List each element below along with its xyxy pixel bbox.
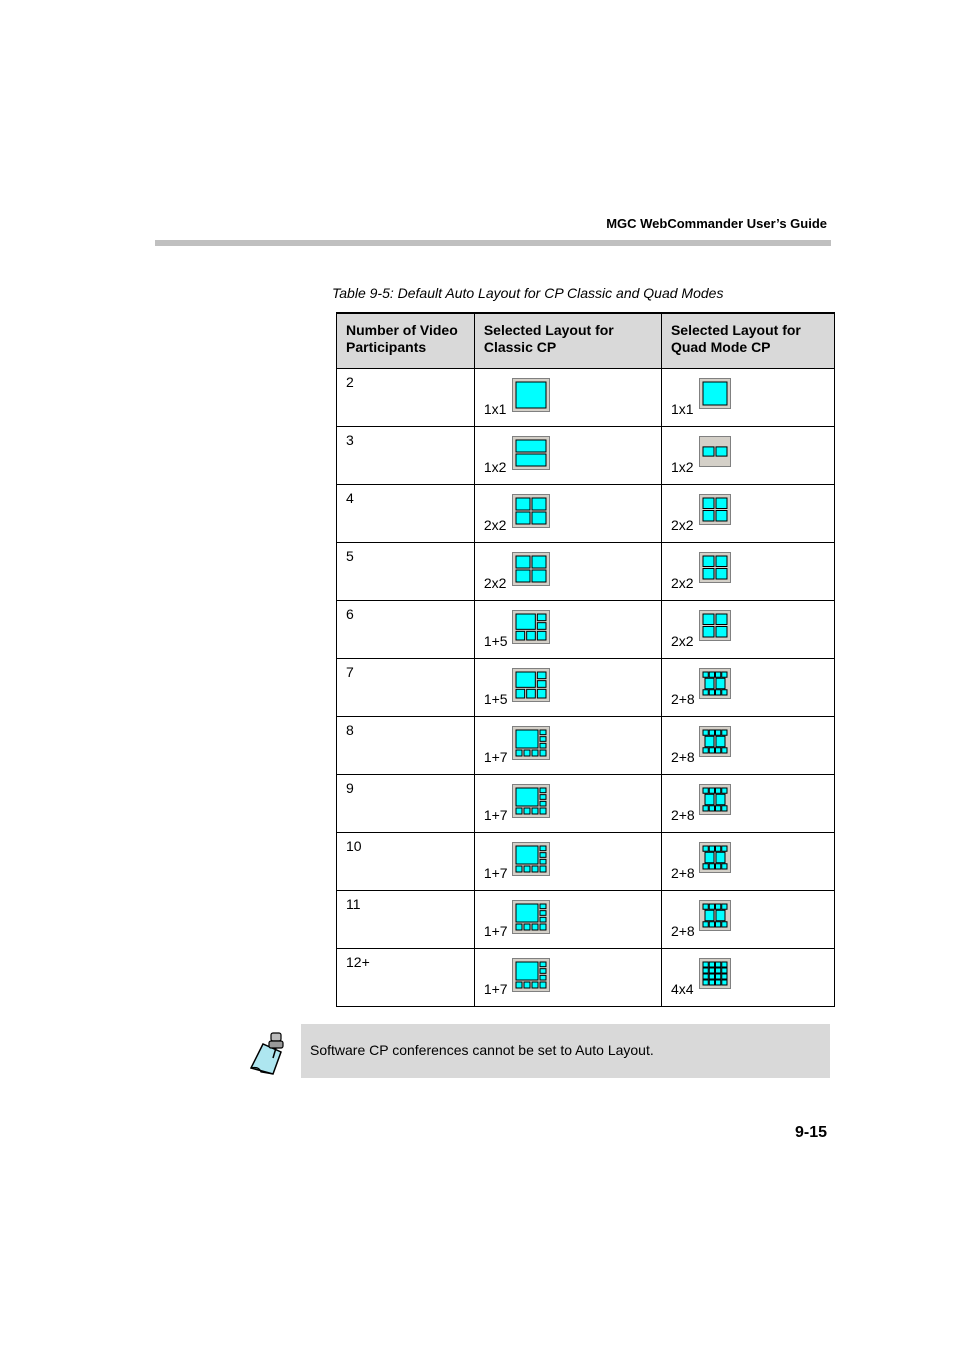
layout-tile xyxy=(516,454,546,466)
layout-tile xyxy=(516,614,535,629)
participants-cell xyxy=(337,949,475,1007)
quad-layout-cell xyxy=(661,717,834,775)
layout-graphic xyxy=(512,668,550,702)
classic-layout-cell xyxy=(474,485,661,543)
quad-layout-cell xyxy=(661,485,834,543)
layout-tile xyxy=(703,498,714,509)
layout-graphic xyxy=(512,610,550,644)
participants-count: 8 xyxy=(346,722,354,738)
quad-layout-label: 2+8 xyxy=(670,923,695,939)
layout-tile xyxy=(540,808,546,814)
layout-tile xyxy=(703,730,708,735)
participants-cell xyxy=(337,833,475,891)
participants-count: 5 xyxy=(346,548,354,564)
layout-tile xyxy=(532,924,538,930)
auto-layout-table xyxy=(336,312,835,1007)
layout-tile xyxy=(715,788,720,793)
participants-count: 7 xyxy=(346,664,354,680)
layout-tile xyxy=(709,864,714,869)
layout-2+8-icon xyxy=(699,726,731,757)
layout-tile xyxy=(703,864,708,869)
layout-tile xyxy=(709,748,714,753)
layout-2x2-icon xyxy=(699,610,731,641)
layout-tile xyxy=(532,498,546,510)
layout-graphic xyxy=(512,958,550,992)
classic-layout-cell xyxy=(474,949,661,1007)
classic-layout-cell xyxy=(474,891,661,949)
layout-1+7-icon xyxy=(512,842,550,876)
layout-tile xyxy=(722,730,727,735)
quad-layout-label: 4x4 xyxy=(670,981,694,997)
table-row xyxy=(337,543,835,601)
layout-tile xyxy=(540,904,546,909)
classic-layout-label: 1x1 xyxy=(483,401,507,417)
layout-graphic xyxy=(699,900,731,931)
layout-tile xyxy=(540,795,546,800)
layout-tile xyxy=(703,748,708,753)
layout-tile xyxy=(537,681,546,688)
layout-tile xyxy=(703,904,708,909)
layout-tile xyxy=(715,980,720,985)
layout-tile xyxy=(516,570,530,582)
layout-tile xyxy=(722,974,727,979)
layout-tile xyxy=(715,806,720,811)
quad-layout-label: 2+8 xyxy=(670,691,695,707)
layout-tile xyxy=(516,846,538,864)
layout-tile xyxy=(532,570,546,582)
layout-1+5-icon xyxy=(512,610,550,644)
classic-layout-cell xyxy=(474,717,661,775)
layout-tile xyxy=(705,852,714,863)
layout-tile xyxy=(716,736,725,747)
layout-tile xyxy=(722,748,727,753)
layout-tile xyxy=(532,750,538,756)
layout-tile xyxy=(703,382,727,405)
layout-tile xyxy=(524,924,530,930)
classic-layout-label: 1+7 xyxy=(483,807,508,823)
classic-layout-label: 2x2 xyxy=(483,517,507,533)
layout-tile xyxy=(537,689,546,698)
participants-cell xyxy=(337,543,475,601)
layout-4x4-icon xyxy=(699,958,731,989)
layout-1x1-icon xyxy=(512,378,550,412)
layout-tile xyxy=(709,806,714,811)
layout-tile xyxy=(537,672,546,679)
layout-graphic xyxy=(699,842,731,873)
layout-graphic xyxy=(512,494,550,528)
layout-graphic xyxy=(512,842,550,876)
table-row xyxy=(337,891,835,949)
layout-tile xyxy=(715,904,720,909)
layout-1+7-icon xyxy=(512,726,550,760)
quad-layout-label: 2x2 xyxy=(670,517,694,533)
layout-tile xyxy=(722,846,727,851)
layout-tile xyxy=(516,730,538,748)
layout-tile xyxy=(703,690,708,695)
layout-tile xyxy=(716,794,725,805)
layout-tile xyxy=(705,736,714,747)
layout-tile xyxy=(703,447,714,456)
layout-1x1-icon xyxy=(699,378,731,409)
layout-graphic xyxy=(699,958,731,989)
layout-tile xyxy=(516,689,525,698)
layout-graphic xyxy=(699,784,731,815)
layout-tile xyxy=(716,511,727,522)
table-row xyxy=(337,717,835,775)
quad-layout-label: 2+8 xyxy=(670,807,695,823)
layout-tile xyxy=(516,866,522,872)
participants-count: 11 xyxy=(346,896,361,912)
layout-tile xyxy=(709,962,714,967)
table-header-row xyxy=(337,313,835,369)
layout-tile xyxy=(537,623,546,630)
participants-cell xyxy=(337,601,475,659)
quad-layout-label: 1x2 xyxy=(670,459,694,475)
layout-tile xyxy=(722,806,727,811)
classic-layout-label: 1+7 xyxy=(483,923,508,939)
header-participants: Number of Video Participants xyxy=(337,313,475,369)
layout-graphic xyxy=(512,726,550,760)
classic-layout-cell xyxy=(474,659,661,717)
layout-tile xyxy=(540,982,546,988)
layout-tile xyxy=(709,980,714,985)
table-row xyxy=(337,427,835,485)
pushpin-note-icon xyxy=(245,1030,291,1076)
classic-layout-cell xyxy=(474,369,661,427)
layout-tile xyxy=(524,982,530,988)
layout-tile xyxy=(516,808,522,814)
participants-cell xyxy=(337,659,475,717)
layout-tile xyxy=(715,846,720,851)
note-text: Software CP conferences cannot be set to Auto Layout. xyxy=(310,1042,654,1058)
classic-layout-cell xyxy=(474,833,661,891)
table-row xyxy=(337,775,835,833)
table-row xyxy=(337,949,835,1007)
layout-tile xyxy=(516,556,530,568)
table-row xyxy=(337,369,835,427)
layout-tile xyxy=(722,962,727,967)
layout-tile xyxy=(716,910,725,921)
layout-tile xyxy=(516,498,530,510)
participants-cell xyxy=(337,485,475,543)
layout-tile xyxy=(703,922,708,927)
participants-cell xyxy=(337,717,475,775)
layout-tile xyxy=(540,750,546,756)
layout-tile xyxy=(537,614,546,621)
layout-tile xyxy=(540,962,546,967)
layout-tile xyxy=(716,678,725,689)
header-divider xyxy=(155,240,831,246)
layout-tile xyxy=(709,788,714,793)
layout-tile xyxy=(540,859,546,864)
table-row xyxy=(337,833,835,891)
classic-layout-cell xyxy=(474,543,661,601)
classic-layout-label: 1x2 xyxy=(483,459,507,475)
layout-graphic xyxy=(512,552,550,586)
layout-1+7-icon xyxy=(512,958,550,992)
layout-tile xyxy=(716,556,727,567)
layout-tile xyxy=(703,968,708,973)
layout-2+8-icon xyxy=(699,842,731,873)
layout-tile xyxy=(716,852,725,863)
layout-tile xyxy=(540,924,546,930)
classic-layout-cell xyxy=(474,601,661,659)
layout-tile xyxy=(703,962,708,967)
quad-layout-cell xyxy=(661,601,834,659)
quad-layout-cell xyxy=(661,427,834,485)
classic-layout-label: 1+5 xyxy=(483,633,508,649)
layout-2+8-icon xyxy=(699,900,731,931)
participants-count: 10 xyxy=(346,838,362,854)
layout-tile xyxy=(516,904,538,922)
layout-tile xyxy=(540,911,546,916)
layout-tile xyxy=(705,794,714,805)
layout-2+8-icon xyxy=(699,668,731,699)
layout-tile xyxy=(715,672,720,677)
layout-2x2-icon xyxy=(512,552,550,586)
layout-2x2-icon xyxy=(699,552,731,583)
layout-tile xyxy=(703,974,708,979)
layout-2+8-icon xyxy=(699,784,731,815)
layout-tile xyxy=(540,853,546,858)
layout-tile xyxy=(516,750,522,756)
layout-tile xyxy=(540,866,546,872)
layout-tile xyxy=(540,743,546,748)
quad-layout-label: 2+8 xyxy=(670,749,695,765)
classic-layout-label: 1+7 xyxy=(483,981,508,997)
layout-graphic xyxy=(699,610,731,641)
layout-tile xyxy=(709,846,714,851)
classic-layout-label: 1+5 xyxy=(483,691,508,707)
header-quad-cp: Selected Layout for Quad Mode CP xyxy=(661,313,834,369)
quad-layout-cell xyxy=(661,659,834,717)
layout-tile xyxy=(532,512,546,524)
layout-graphic xyxy=(699,668,731,699)
layout-1+7-icon xyxy=(512,900,550,934)
layout-tile xyxy=(703,614,714,625)
quad-layout-label: 1x1 xyxy=(670,401,694,417)
note-box xyxy=(301,1024,830,1078)
layout-tile xyxy=(715,922,720,927)
layout-tile xyxy=(722,690,727,695)
table-row xyxy=(337,601,835,659)
layout-tile xyxy=(532,982,538,988)
layout-tile xyxy=(709,922,714,927)
layout-tile xyxy=(715,962,720,967)
layout-tile xyxy=(524,808,530,814)
layout-tile xyxy=(516,788,538,806)
quad-layout-cell xyxy=(661,833,834,891)
layout-tile xyxy=(540,969,546,974)
quad-layout-cell xyxy=(661,369,834,427)
participants-count: 12+ xyxy=(346,954,370,970)
header-classic-cp: Selected Layout for Classic CP xyxy=(474,313,661,369)
layout-tile xyxy=(703,569,714,580)
layout-graphic xyxy=(512,900,550,934)
layout-tile xyxy=(516,512,530,524)
layout-graphic xyxy=(512,436,550,470)
layout-1+5-icon xyxy=(512,668,550,702)
layout-tile xyxy=(722,980,727,985)
layout-tile xyxy=(540,788,546,793)
layout-tile xyxy=(703,806,708,811)
layout-tile xyxy=(716,614,727,625)
participants-cell xyxy=(337,369,475,427)
layout-graphic xyxy=(699,378,731,409)
table-row xyxy=(337,659,835,717)
participants-cell xyxy=(337,775,475,833)
layout-tile xyxy=(709,968,714,973)
layout-2x2-icon xyxy=(512,494,550,528)
quad-layout-cell xyxy=(661,949,834,1007)
layout-tile xyxy=(722,922,727,927)
layout-tile xyxy=(540,917,546,922)
layout-tile xyxy=(715,974,720,979)
layout-tile xyxy=(716,627,727,638)
layout-tile xyxy=(709,690,714,695)
table-caption: Table 9-5: Default Auto Layout for CP Classic and Quad Modes xyxy=(332,285,724,301)
classic-layout-label: 1+7 xyxy=(483,865,508,881)
layout-tile xyxy=(540,737,546,742)
layout-tile xyxy=(715,690,720,695)
quad-layout-label: 2x2 xyxy=(670,575,694,591)
quad-layout-label: 2+8 xyxy=(670,865,695,881)
layout-tile xyxy=(516,631,525,640)
layout-tile xyxy=(705,678,714,689)
classic-layout-label: 1+7 xyxy=(483,749,508,765)
layout-1x2-icon xyxy=(699,436,731,467)
layout-1+7-icon xyxy=(512,784,550,818)
layout-tile xyxy=(715,748,720,753)
participants-count: 6 xyxy=(346,606,354,622)
participants-cell xyxy=(337,427,475,485)
layout-tile xyxy=(722,904,727,909)
layout-graphic xyxy=(699,494,731,525)
layout-tile xyxy=(716,498,727,509)
layout-tile xyxy=(516,982,522,988)
classic-layout-cell xyxy=(474,427,661,485)
layout-tile xyxy=(516,924,522,930)
layout-tile xyxy=(532,556,546,568)
layout-tile xyxy=(722,864,727,869)
classic-layout-label: 2x2 xyxy=(483,575,507,591)
participants-cell xyxy=(337,891,475,949)
layout-tile xyxy=(526,631,535,640)
layout-tile xyxy=(715,864,720,869)
layout-tile xyxy=(540,801,546,806)
layout-tile xyxy=(703,511,714,522)
layout-tile xyxy=(540,846,546,851)
layout-tile xyxy=(705,910,714,921)
layout-2x2-icon xyxy=(699,494,731,525)
layout-tile xyxy=(540,975,546,980)
page-number: 9-15 xyxy=(794,1124,827,1141)
quad-layout-cell xyxy=(661,891,834,949)
classic-layout-cell xyxy=(474,775,661,833)
layout-tile xyxy=(722,672,727,677)
layout-tile xyxy=(532,808,538,814)
layout-tile xyxy=(537,631,546,640)
layout-tile xyxy=(722,788,727,793)
layout-tile xyxy=(516,440,546,452)
layout-tile xyxy=(715,730,720,735)
layout-tile xyxy=(703,556,714,567)
quad-layout-cell xyxy=(661,543,834,601)
quad-layout-cell xyxy=(661,775,834,833)
layout-tile xyxy=(716,447,727,456)
table-row xyxy=(337,485,835,543)
layout-tile xyxy=(516,382,546,408)
layout-tile xyxy=(703,672,708,677)
layout-tile xyxy=(715,968,720,973)
participants-count: 9 xyxy=(346,780,354,796)
layout-tile xyxy=(526,689,535,698)
layout-graphic xyxy=(512,378,550,412)
layout-tile xyxy=(516,962,538,980)
layout-tile xyxy=(524,750,530,756)
layout-tile xyxy=(709,904,714,909)
layout-tile xyxy=(516,672,535,687)
layout-graphic xyxy=(699,436,731,467)
layout-tile xyxy=(716,569,727,580)
layout-tile xyxy=(540,730,546,735)
layout-tile xyxy=(524,866,530,872)
quad-layout-label: 2x2 xyxy=(670,633,694,649)
layout-tile xyxy=(703,980,708,985)
layout-tile xyxy=(703,846,708,851)
layout-tile xyxy=(722,968,727,973)
layout-1x2-icon xyxy=(512,436,550,470)
layout-tile xyxy=(532,866,538,872)
participants-count: 2 xyxy=(346,374,354,390)
layout-tile xyxy=(703,788,708,793)
participants-count: 4 xyxy=(346,490,354,506)
layout-tile xyxy=(709,730,714,735)
participants-count: 3 xyxy=(346,432,354,448)
layout-graphic xyxy=(699,726,731,757)
layout-tile xyxy=(703,627,714,638)
running-header: MGC WebCommander User’s Guide xyxy=(606,216,827,231)
layout-graphic xyxy=(699,552,731,583)
layout-tile xyxy=(709,974,714,979)
layout-graphic xyxy=(512,784,550,818)
layout-tile xyxy=(709,672,714,677)
